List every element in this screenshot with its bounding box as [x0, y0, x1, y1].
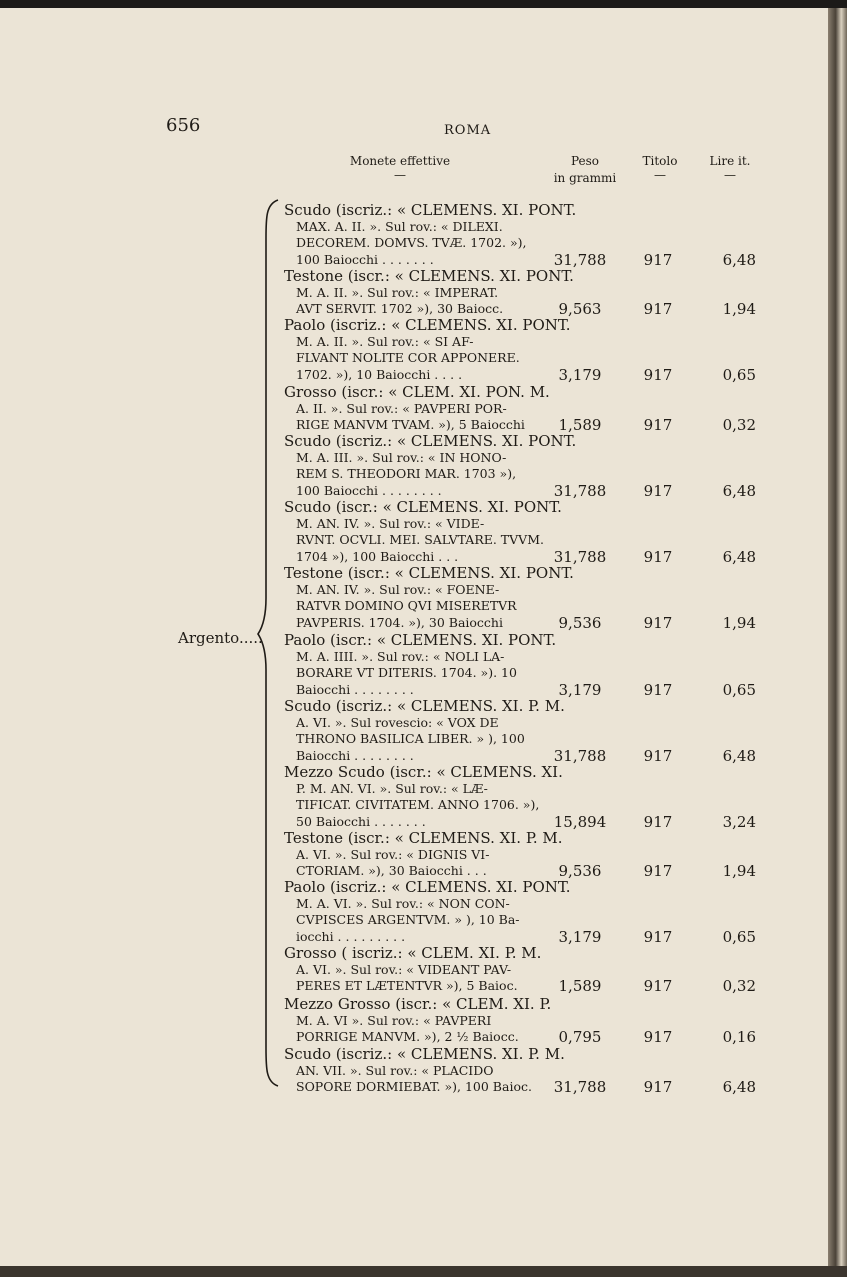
- cell-peso: 1,589: [558, 416, 602, 434]
- scan-top-edge: [0, 0, 847, 8]
- cell-lire: 6,48: [722, 1078, 756, 1096]
- column-header-peso-line1: Peso: [570, 154, 600, 168]
- coin-description-line: PORRIGE MANVM. »), 2 ½ Baiocc.: [296, 1029, 519, 1044]
- cell-peso: 3,179: [558, 680, 602, 699]
- coin-description-line: 1704 »), 100 Baiocchi . . .: [296, 548, 459, 564]
- coin-description-line: A. VI. ». Sul rovescio: « VOX DE: [296, 714, 499, 730]
- cell-titolo: 917: [643, 481, 673, 500]
- cell-titolo: 917: [643, 1078, 673, 1096]
- cell-titolo: 917: [643, 927, 673, 946]
- cell-titolo: 917: [643, 250, 673, 269]
- coin-description-line: Baiocchi . . . . . . . .: [296, 747, 414, 763]
- cell-peso: 3,179: [558, 365, 602, 384]
- cell-peso: 31,788: [553, 547, 607, 566]
- coin-description-line: A. II. ». Sul rov.: « PAVPERI POR-: [296, 400, 507, 416]
- coin-description-line: Testone (iscr.: « CLEMENS. XI. P. M.: [284, 829, 563, 847]
- coin-description-line: RATVR DOMINO QVI MISERETVR: [296, 598, 517, 613]
- coin-description-line: RIGE MANVM TVAM. »), 5 Baiocchi: [296, 417, 525, 432]
- column-header-monete-label: Monete effettive: [349, 154, 451, 168]
- coin-description-line: Scudo (iscr.: « CLEMENS. XI. PONT.: [284, 498, 562, 516]
- column-header-dash: —: [724, 168, 736, 182]
- coin-description-line: PAVPERIS. 1704. »), 30 Baiocchi: [296, 614, 503, 630]
- cell-titolo: 917: [643, 547, 673, 566]
- cell-peso: 9,563: [558, 300, 602, 318]
- cell-lire: 0,32: [722, 416, 756, 434]
- coin-description-line: THRONO BASILICA LIBER. » ), 100: [296, 731, 525, 746]
- cell-lire: 0,32: [722, 977, 756, 995]
- cell-titolo: 917: [643, 300, 673, 318]
- cell-peso: 31,788: [553, 746, 607, 765]
- coin-description-line: AN. VII. ». Sul rov.: « PLACIDO: [296, 1062, 494, 1078]
- coin-description-line: Grosso ( iscriz.: « CLEM. XI. P. M.: [284, 944, 542, 962]
- coin-description-line: M. A. VI. ». Sul rov.: « NON CON-: [296, 895, 510, 911]
- coin-description-line: M. AN. IV. ». Sul rov.: « FOENE-: [296, 581, 500, 597]
- page-edge: [828, 8, 847, 1266]
- cell-titolo: 917: [643, 365, 673, 384]
- coin-description-line: CVPISCES ARGENTVM. » ), 10 Ba-: [296, 912, 520, 927]
- group-label-argento: Argento.....: [178, 629, 263, 647]
- coin-description-line: 100 Baiocchi . . . . . . . .: [296, 482, 442, 498]
- cell-titolo: 917: [643, 680, 673, 699]
- book-page: [0, 8, 828, 1266]
- coin-description-line: M. A. VI ». Sul rov.: « PAVPERI: [296, 1012, 492, 1028]
- cell-lire: 1,94: [722, 300, 756, 318]
- coin-description-line: M. A. II. ». Sul rov.: « SI AF-: [296, 333, 474, 349]
- coin-description-line: AVT SERVIT. 1702 »), 30 Baiocc.: [296, 301, 504, 316]
- cell-lire: 1,94: [722, 862, 756, 880]
- scan-bottom-edge: [0, 1266, 847, 1277]
- cell-lire: 0,65: [722, 680, 756, 699]
- cell-lire: 6,48: [722, 250, 756, 269]
- coin-description-line: M. AN. IV. ». Sul rov.: « VIDE-: [296, 515, 485, 531]
- cell-peso: 15,894: [553, 812, 607, 831]
- coin-description-line: RVNT. OCVLI. MEI. SALVTARE. TVVM.: [296, 532, 544, 547]
- coin-description-line: Scudo (iscriz.: « CLEMENS. XI. PONT.: [284, 201, 577, 219]
- cell-lire: 0,65: [722, 927, 756, 946]
- cell-titolo: 917: [643, 416, 673, 434]
- cell-peso: 9,536: [558, 613, 602, 632]
- coin-description-line: 100 Baiocchi . . . . . . .: [296, 251, 434, 267]
- coin-description-line: Paolo (iscriz.: « CLEMENS. XI. PONT.: [284, 316, 571, 334]
- coin-description-line: Paolo (iscr.: « CLEMENS. XI. PONT.: [284, 631, 557, 649]
- cell-titolo: 917: [643, 812, 673, 831]
- cell-lire: 6,48: [722, 746, 756, 765]
- cell-titolo: 917: [643, 613, 673, 632]
- coin-description-line: M. A. IIII. ». Sul rov.: « NOLI LA-: [296, 648, 505, 664]
- coin-table: [0, 8, 828, 1266]
- running-head: ROMA: [444, 123, 492, 138]
- coin-description-line: Mezzo Grosso (iscr.: « CLEM. XI. P.: [284, 995, 552, 1013]
- coin-description-line: FLVANT NOLITE COR APPONERE.: [296, 350, 520, 365]
- coin-description-line: DECOREM. DOMVS. TVÆ. 1702. »),: [296, 235, 527, 250]
- cell-peso: 31,788: [553, 1078, 607, 1096]
- coin-description-line: Scudo (iscriz.: « CLEMENS. XI. P. M.: [284, 1045, 565, 1063]
- column-header-dash: —: [394, 168, 406, 182]
- coin-description-line: M. A. III. ». Sul rov.: « IN HONO-: [296, 449, 507, 465]
- cell-peso: 3,179: [558, 927, 602, 946]
- coin-description-line: PERES ET LÆTENTVR »), 5 Baioc.: [296, 978, 518, 993]
- column-header-dash: —: [654, 168, 666, 182]
- cell-peso: 1,589: [558, 977, 602, 995]
- coin-description-line: M. A. II. ». Sul rov.: « IMPERAT.: [296, 284, 499, 300]
- coin-description-line: A. VI. ». Sul rov.: « DIGNIS VI-: [296, 846, 490, 862]
- cell-peso: 31,788: [553, 250, 607, 269]
- coin-description-line: iocchi . . . . . . . . .: [296, 928, 406, 944]
- cell-lire: 0,65: [722, 365, 756, 384]
- cell-lire: 3,24: [722, 812, 756, 831]
- coin-description-line: Grosso (iscr.: « CLEM. XI. PON. M.: [284, 383, 550, 401]
- column-header-peso-line2: in grammi: [553, 171, 617, 185]
- cell-titolo: 917: [643, 862, 673, 880]
- cell-peso: 9,536: [558, 862, 602, 880]
- page-number: 656: [166, 115, 201, 136]
- coin-description-line: SOPORE DORMIEBAT. »), 100 Baioc.: [296, 1079, 532, 1094]
- cell-lire: 6,48: [722, 481, 756, 500]
- cell-titolo: 917: [643, 977, 673, 995]
- coin-description-line: 50 Baiocchi . . . . . . .: [296, 813, 426, 829]
- coin-description-line: Baiocchi . . . . . . . .: [296, 681, 414, 697]
- cell-titolo: 917: [643, 746, 673, 765]
- cell-lire: 0,16: [722, 1028, 756, 1046]
- coin-description-line: Testone (iscr.: « CLEMENS. XI. PONT.: [284, 564, 574, 582]
- cell-lire: 1,94: [722, 613, 756, 632]
- coin-description-line: MAX. A. II. ». Sul rov.: « DILEXI.: [296, 218, 503, 234]
- column-header-titolo-label: Titolo: [642, 154, 678, 168]
- coin-description-line: BORARE VT DITERIS. 1704. »). 10: [296, 665, 517, 680]
- column-header-lire-label: Lire it.: [709, 154, 751, 168]
- coin-description-line: P. M. AN. VI. ». Sul rov.: « LÆ-: [296, 780, 488, 796]
- cell-titolo: 917: [643, 1028, 673, 1046]
- coin-description-line: A. VI. ». Sul rov.: « VIDEANT PAV-: [296, 961, 512, 977]
- coin-description-line: Mezzo Scudo (iscr.: « CLEMENS. XI.: [284, 763, 563, 781]
- cell-lire: 6,48: [722, 547, 756, 566]
- coin-description-line: Testone (iscr.: « CLEMENS. XI. PONT.: [284, 267, 574, 285]
- coin-description-line: REM S. THEODORI MAR. 1703 »),: [296, 466, 517, 481]
- coin-description-line: TIFICAT. CIVITATEM. ANNO 1706. »),: [296, 797, 540, 812]
- coin-description-line: Scudo (iscriz.: « CLEMENS. XI. P. M.: [284, 697, 565, 715]
- coin-description-line: 1702. »), 10 Baiocchi . . . .: [296, 366, 463, 382]
- coin-description-line: CTORIAM. »), 30 Baiocchi . . .: [296, 863, 487, 878]
- cell-peso: 0,795: [558, 1028, 602, 1046]
- coin-description-line: Scudo (iscriz.: « CLEMENS. XI. PONT.: [284, 432, 577, 450]
- cell-peso: 31,788: [553, 481, 607, 500]
- coin-description-line: Paolo (iscriz.: « CLEMENS. XI. PONT.: [284, 878, 571, 896]
